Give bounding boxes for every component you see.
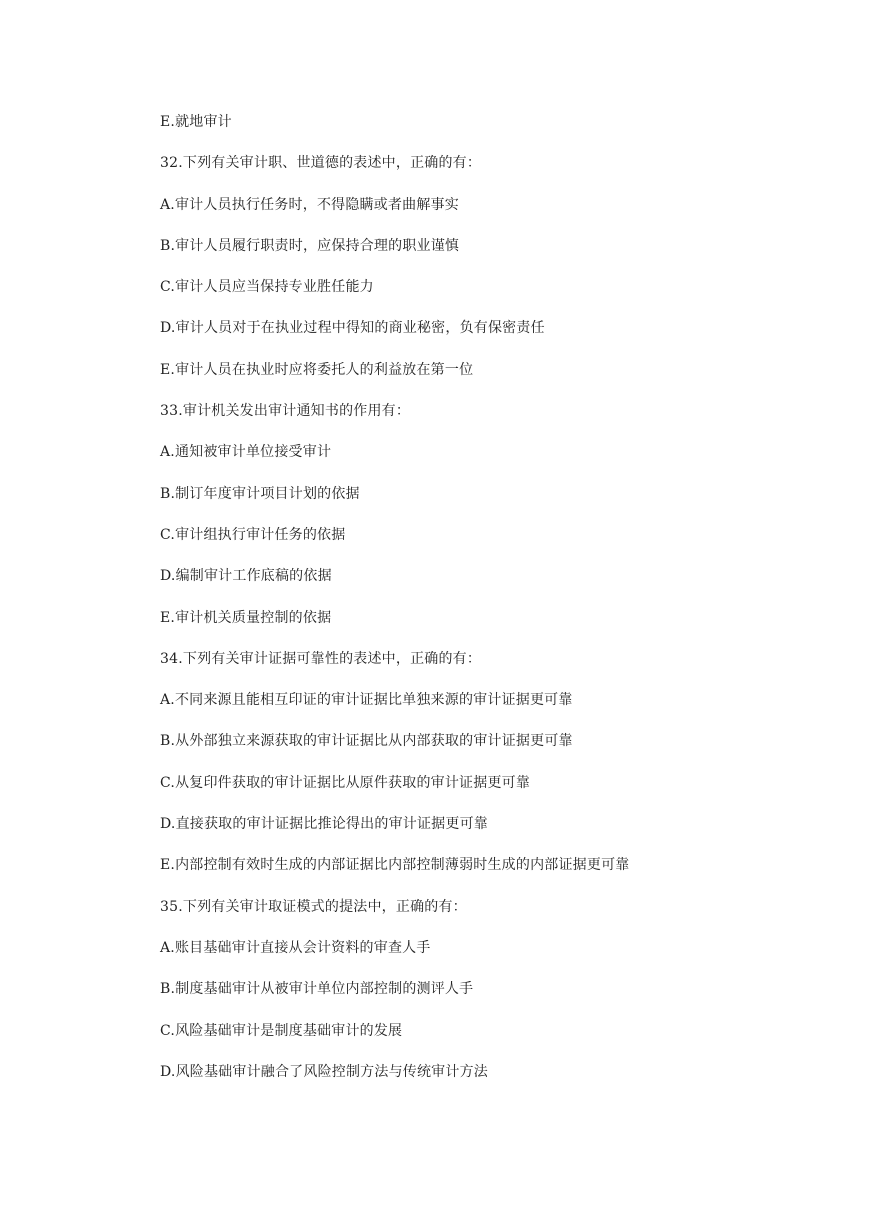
option-line: E.审计人员在执业时应将委托人的利益放在第一位 bbox=[160, 361, 474, 378]
question-line: 32.下列有关审计职、世道德的表述中，正确的有： bbox=[160, 155, 482, 172]
option-line: A.审计人员执行任务时，不得隐瞒或者曲解事实 bbox=[160, 196, 459, 213]
question-text-block bbox=[160, 111, 840, 1102]
option-line: C.审计人员应当保持专业胜任能力 bbox=[160, 279, 374, 296]
option-line: C.风险基础审计是制度基础审计的发展 bbox=[160, 1022, 403, 1039]
question-line: 35.下列有关审计取证模式的提法中，正确的有： bbox=[160, 898, 467, 915]
option-line: B.审计人员履行职责时，应保持合理的职业谨慎 bbox=[160, 237, 460, 254]
option-line: B.从外部独立来源获取的审计证据比从内部获取的审计证据更可靠 bbox=[160, 733, 573, 750]
question-line: 34.下列有关审计证据可靠性的表述中，正确的有： bbox=[160, 650, 482, 667]
option-line: E.就地审计 bbox=[160, 114, 232, 130]
option-line: D.编制审计工作底稿的依据 bbox=[160, 568, 332, 585]
question-line: 33.审计机关发出审计通知书的作用有： bbox=[160, 403, 411, 420]
option-line: A.不同来源且能相互印证的审计证据比单独来源的审计证据更可靠 bbox=[160, 692, 573, 709]
option-line: A.通知被审计单位接受审计 bbox=[160, 444, 332, 461]
option-line: D.审计人员对于在执业过程中得知的商业秘密，负有保密责任 bbox=[160, 320, 545, 337]
option-line: D.直接获取的审计证据比推论得出的审计证据更可靠 bbox=[160, 816, 488, 833]
option-line: E.审计机关质量控制的依据 bbox=[160, 609, 332, 626]
option-line: B.制订年度审计项目计划的依据 bbox=[160, 485, 360, 502]
option-line: B.制度基础审计从被审计单位内部控制的测评人手 bbox=[160, 981, 474, 998]
option-line: C.从复印件获取的审计证据比从原件获取的审计证据更可靠 bbox=[160, 774, 531, 791]
option-line: D.风险基础审计融合了风险控制方法与传统审计方法 bbox=[160, 1063, 488, 1080]
option-line: E.内部控制有效时生成的内部证据比内部控制薄弱时生成的内部证据更可靠 bbox=[160, 857, 630, 874]
option-line: C.审计组执行审计任务的依据 bbox=[160, 526, 346, 543]
option-line: A.账目基础审计直接从会计资料的审查人手 bbox=[160, 939, 431, 956]
